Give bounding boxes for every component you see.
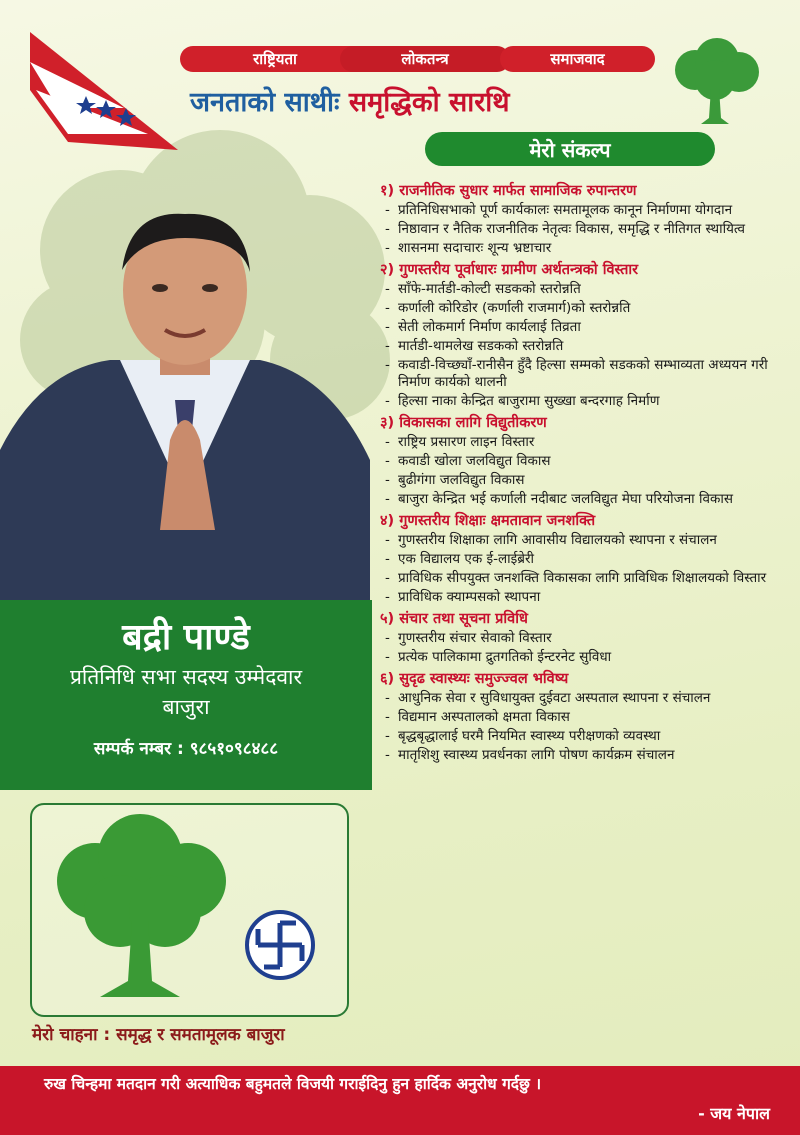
slogan-nationalism: राष्ट्रियता: [180, 46, 370, 72]
pledge-item: - शासनमा सदाचारः शून्य भ्रष्टाचार: [380, 240, 790, 257]
footer-banner: [0, 1066, 800, 1135]
pledge-item: - बाजुरा केन्द्रित भई कर्णाली नदीबाट जलविद्युत मेघा परियोजना विकास: [380, 491, 790, 508]
pledge-item: - आधुनिक सेवा र सुविधायुक्त दुईवटा अस्पताल स्थापना र संचालन: [380, 690, 790, 707]
pledge-section: [380, 413, 790, 508]
pledge-item: - राष्ट्रिय प्रसारण लाइन विस्तार: [380, 434, 790, 451]
pledge-item: - प्राविधिक सीपयुक्त जनशक्ति विकासका लागि प्राविधिक शिक्षालयको विस्तार: [380, 570, 790, 587]
tree-symbol-icon: [40, 811, 240, 1011]
candidate-photo: [0, 200, 370, 600]
pledge-item: - एक विद्यालय एक ई-लाईब्रेरी: [380, 551, 790, 568]
pledge-item: - प्रतिनिधिसभाको पूर्ण कार्यकालः समतामूलक कानून निर्माणमा योगदान: [380, 202, 790, 219]
pledge-section: [380, 181, 790, 257]
pledge-heading: मेरो संकल्प: [425, 132, 715, 166]
pledge-section-title: ५) संचार तथा सूचना प्रविधि: [380, 611, 528, 627]
pledge-item: - कवाडी खोला जलविद्युत विकास: [380, 453, 790, 470]
swastika-icon: [244, 909, 316, 981]
voting-appeal: रुख चिन्हमा मतदान गरी अत्याधिक बहुमतले विजयी गराईदिनु हुन हार्दिक अनुरोध गर्दछु ।: [44, 1075, 542, 1093]
pledge-item: - गुणस्तरीय शिक्षाका लागि आवासीय विद्यालयको स्थापना र संचालन: [380, 532, 790, 549]
candidate-wish: मेरो चाहना : समृद्ध र समतामूलक बाजुरा: [32, 1025, 285, 1045]
party-flag-icon: [28, 30, 193, 180]
tagline-part-1: जनताको साथीः: [190, 87, 340, 118]
slogan-democracy: लोकतन्त्र: [340, 46, 510, 72]
closing-slogan: - जय नेपाल: [698, 1104, 770, 1123]
pledge-item: - सेती लोकमार्ग निर्माण कार्यलाई तिव्रता: [380, 319, 790, 336]
candidate-role: प्रतिनिधि सभा सदस्य उम्मेदवार: [69, 665, 303, 689]
pledge-section-title: ३) विकासका लागि विद्युतीकरण: [380, 415, 547, 431]
pledge-item: - गुणस्तरीय संचार सेवाको विस्तार: [380, 630, 790, 647]
pledge-item: - विद्यमान अस्पतालको क्षमता विकास: [380, 709, 790, 726]
pledge-section-title: २) गुणस्तरीय पूर्वाधारः ग्रामीण अर्थतन्त्रको विस्तार: [380, 262, 639, 278]
pledge-item: - प्रत्येक पालिकामा द्रुतगतिको ईन्टरनेट सुविधा: [380, 649, 790, 666]
pledge-section-title: ४) गुणस्तरीय शिक्षाः क्षमतावान जनशक्ति: [380, 513, 596, 529]
pledge-item: - मार्तडी-थामलेख सडकको स्तरोन्नति: [380, 338, 790, 355]
pledge-item: - बुढीगंगा जलविद्युत विकास: [380, 472, 790, 489]
pledge-item: - मातृशिशु स्वास्थ्य प्रवर्धनका लागि पोषण कार्यक्रम संचालन: [380, 747, 790, 764]
pledge-section: [380, 669, 790, 764]
candidate-name: बद्री पाण्डे: [122, 617, 250, 658]
slogan-socialism: समाजवाद: [500, 46, 655, 72]
pledge-item: - हिल्सा नाका केन्द्रित बाजुरामा सुख्खा बन्दरगाह निर्माण: [380, 393, 790, 410]
pledge-item: - साँफे-मार्तडी-कोल्टी सडकको स्तरोन्नति: [380, 281, 790, 298]
contact-number: सम्पर्क नम्बर : ९८५१०९८४८८: [93, 739, 279, 759]
pledge-item: - बृद्धबृद्धालाई घरमै नियमित स्वास्थ्य परीक्षणको व्यवस्था: [380, 728, 790, 745]
pledge-list: [380, 178, 790, 766]
pledge-item: - निष्ठावान र नैतिक राजनीतिक नेतृत्वः विकास, समृद्धि र नीतिगत स्थायित्व: [380, 221, 790, 238]
pledge-item: - प्राविधिक क्याम्पसको स्थापना: [380, 589, 790, 606]
candidate-card: [0, 600, 372, 790]
pledge-section-title: १) राजनीतिक सुधार मार्फत सामाजिक रुपान्तरण: [380, 183, 637, 199]
pledge-section: [380, 260, 790, 410]
tagline-part-2: समृद्धिको सारथि: [348, 87, 510, 118]
pledge-item: - कर्णाली कोरिडोर (कर्णाली राजमार्ग)को स्तरोन्नति: [380, 300, 790, 317]
tree-icon: [665, 38, 765, 128]
pledge-section: [380, 511, 790, 606]
pledge-item: - कवाडी-विच्छ्याँ-रानीसैन हुँदै हिल्सा सम्मको सडकको सम्भाव्यता अध्ययन गरी निर्माण कार्यको थालनी: [380, 357, 790, 391]
campaign-tagline: [190, 82, 510, 119]
pledge-section-title: ६) सुदृढ स्वास्थ्यः समुज्ज्वल भविष्य: [380, 671, 569, 687]
election-symbol-box: [30, 803, 349, 1017]
candidate-constituency: बाजुरा: [162, 695, 210, 719]
pledge-section: [380, 609, 790, 666]
